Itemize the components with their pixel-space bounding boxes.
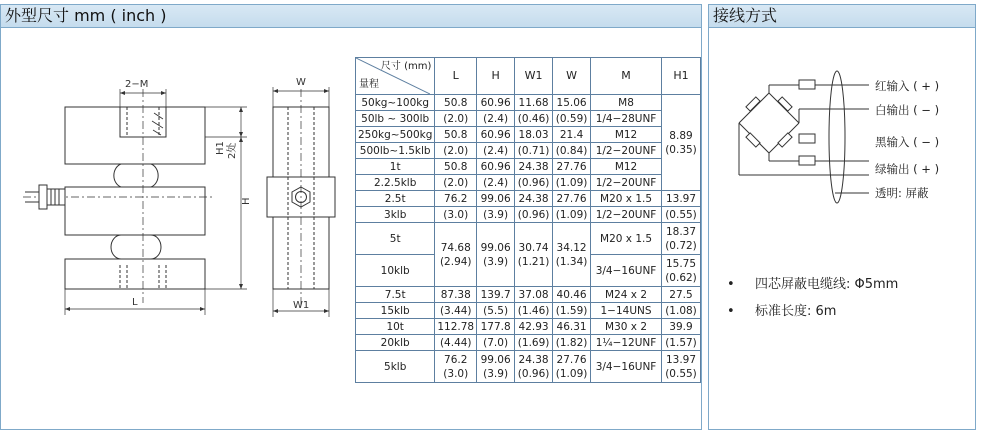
cell-w1: 24.38 — [515, 191, 553, 207]
table-row — [356, 319, 701, 335]
cell-w-mm: 27.76 — [556, 353, 587, 366]
cell-w1: 11.68 — [515, 95, 553, 111]
cell-l: 76.2 — [435, 191, 477, 207]
cell-range: 50kg~100kg — [356, 95, 435, 111]
cell-h1: (1.57) — [662, 335, 701, 351]
cell-w1-in: (0.96) — [517, 367, 550, 380]
table-row — [356, 223, 701, 255]
cell-w: 15.06 — [553, 95, 591, 111]
cell-h — [477, 351, 515, 383]
cell-w-in: (1.34) — [555, 255, 588, 268]
cable-notes — [727, 273, 898, 327]
cell-h1-in: (0.72) — [665, 239, 697, 252]
cell-l: (3.44) — [435, 303, 477, 319]
cell-l: 50.8 — [435, 159, 477, 175]
cell-m: M24 x 2 — [591, 287, 662, 303]
cell-h1 — [662, 223, 701, 255]
cell-h1: (1.08) — [662, 303, 701, 319]
cell-range: 500lb~1.5klb — [356, 143, 435, 159]
cell-m: M12 — [591, 127, 662, 143]
cell-w: (0.59) — [553, 111, 591, 127]
cell-h: 177.8 — [477, 319, 515, 335]
cell-h1-mm: 13.97 — [665, 353, 697, 366]
cell-w: (1.82) — [553, 335, 591, 351]
cell-w1-in: (1.21) — [517, 255, 550, 268]
cell-w1-mm: 30.74 — [518, 241, 549, 254]
cell-l: (2.0) — [435, 143, 477, 159]
cell-w1: (0.96) — [515, 207, 553, 223]
cell-l: (3.0) — [435, 207, 477, 223]
cell-h1-merged — [662, 95, 701, 191]
cell-w: (1.59) — [553, 303, 591, 319]
list-item — [727, 300, 898, 319]
cell-h1-mm: 15.75 — [665, 257, 697, 270]
cell-l-mm: 74.68 — [440, 241, 471, 254]
cell-w1: 24.38 — [515, 159, 553, 175]
cell-range: 2.2.5klb — [356, 175, 435, 191]
cell-l — [435, 223, 477, 287]
cell-w1-mm: 24.38 — [518, 353, 549, 366]
dimensions-title: 外型尺寸 mm ( inch ) — [1, 5, 701, 28]
cell-h-in: (3.9) — [483, 255, 509, 268]
cell-h1: 27.5 — [662, 287, 701, 303]
cell-h1-in: (0.35) — [665, 143, 697, 156]
cell-w — [553, 351, 591, 383]
table-row — [356, 191, 701, 207]
cell-m: 1/2−20UNF — [591, 175, 662, 191]
cell-range: 15klb — [356, 303, 435, 319]
cell-w: 21.4 — [553, 127, 591, 143]
dim-label-h1: H1 — [215, 141, 226, 155]
col-header-h1: H1 — [662, 58, 701, 95]
cell-h1-in: (0.55) — [665, 367, 697, 380]
cell-range: 1t — [356, 159, 435, 175]
table-row — [356, 143, 701, 159]
table-header-row — [356, 58, 701, 95]
wiring-title: 接线方式 — [709, 5, 975, 28]
note-text: 四芯屏蔽电缆线: Φ5mm — [755, 277, 899, 292]
cell-h1 — [662, 255, 701, 287]
cell-h: (5.5) — [477, 303, 515, 319]
cell-w: 40.46 — [553, 287, 591, 303]
cell-m: 1¼−12UNF — [591, 335, 662, 351]
note-text: 标准长度: 6m — [755, 304, 837, 319]
dim-label-w1: W1 — [293, 300, 310, 311]
cell-h-in: (3.9) — [483, 367, 509, 380]
cell-range: 250kg~500kg — [356, 127, 435, 143]
col-header-w1: W1 — [515, 58, 553, 95]
cell-l: 87.38 — [435, 287, 477, 303]
col-header-m: M — [591, 58, 662, 95]
table-row — [356, 159, 701, 175]
dim-label-l: L — [132, 297, 138, 308]
table-row — [356, 303, 701, 319]
cell-w1: 42.93 — [515, 319, 553, 335]
cell-h: (7.0) — [477, 335, 515, 351]
cell-w — [553, 223, 591, 287]
cell-m: 1/4−28UNF — [591, 111, 662, 127]
wire-label-red: 红输入 ( + ) — [875, 79, 940, 93]
cell-w: 27.76 — [553, 191, 591, 207]
list-item — [727, 273, 898, 292]
cell-m: M8 — [591, 95, 662, 111]
dim-label-two-places: 2处 — [227, 142, 238, 159]
cell-w1: (0.71) — [515, 143, 553, 159]
table-row — [356, 127, 701, 143]
cell-w1: 37.08 — [515, 287, 553, 303]
cell-m: 1/2−20UNF — [591, 207, 662, 223]
cell-range: 2.5t — [356, 191, 435, 207]
cell-m: 1−14UNS — [591, 303, 662, 319]
cell-l: (2.0) — [435, 175, 477, 191]
dim-label-2m: 2−M — [125, 79, 149, 90]
cell-h-mm: 99.06 — [480, 353, 511, 366]
cell-h-mm: 99.06 — [480, 241, 511, 254]
cell-l-in: (3.0) — [443, 367, 469, 380]
cell-m: 3/4−16UNF — [591, 255, 662, 287]
table-row — [356, 207, 701, 223]
cell-l — [435, 351, 477, 383]
cell-l: 50.8 — [435, 95, 477, 111]
cell-h — [477, 223, 515, 287]
cell-h1-mm: 18.37 — [665, 225, 697, 238]
wire-label-black: 黑输入 ( − ) — [875, 135, 940, 149]
cell-l: (4.44) — [435, 335, 477, 351]
cell-w-in: (1.09) — [555, 367, 588, 380]
cell-h1 — [662, 351, 701, 383]
dim-label-h: H — [241, 197, 252, 205]
cell-h1-mm: 8.89 — [669, 129, 693, 142]
cell-l: 112.78 — [435, 319, 477, 335]
cell-w1: (0.96) — [515, 175, 553, 191]
cell-range: 5t — [356, 223, 435, 255]
col-header-h: H — [477, 58, 515, 95]
cell-l: (2.0) — [435, 111, 477, 127]
cell-h1: 39.9 — [662, 319, 701, 335]
corner-label-range: 量程 — [359, 79, 379, 90]
cell-w: (1.09) — [553, 207, 591, 223]
cell-range: 20klb — [356, 335, 435, 351]
cell-range: 5klb — [356, 351, 435, 383]
cell-w1 — [515, 351, 553, 383]
cell-w-mm: 34.12 — [556, 241, 587, 254]
col-header-l: L — [435, 58, 477, 95]
cell-w: 46.31 — [553, 319, 591, 335]
cell-range: 50lb ~ 300lb — [356, 111, 435, 127]
cell-m: M20 x 1.5 — [591, 223, 662, 255]
table-row — [356, 335, 701, 351]
cell-h: (3.9) — [477, 207, 515, 223]
table-row — [356, 175, 701, 191]
cell-m: 3/4−16UNF — [591, 351, 662, 383]
table-row — [356, 287, 701, 303]
cell-h: 139.7 — [477, 287, 515, 303]
dimension-table — [355, 57, 701, 383]
cell-h: 60.96 — [477, 127, 515, 143]
cell-w1: (0.46) — [515, 111, 553, 127]
cell-m: M30 x 2 — [591, 319, 662, 335]
table-row — [356, 351, 701, 383]
wiring-panel — [708, 4, 976, 430]
cell-m: M12 — [591, 159, 662, 175]
cell-h1: (0.55) — [662, 207, 701, 223]
wheatstone-bridge-diagram — [709, 27, 977, 217]
cell-w1: (1.69) — [515, 335, 553, 351]
cell-w: 27.76 — [553, 159, 591, 175]
front-view-drawing — [1, 27, 351, 327]
cell-h1-in: (0.62) — [665, 271, 697, 284]
wire-label-white: 白输出 ( − ) — [875, 103, 940, 117]
cell-m: 1/2−20UNF — [591, 143, 662, 159]
cell-h: 60.96 — [477, 159, 515, 175]
cell-h1: 13.97 — [662, 191, 701, 207]
wire-label-shield: 透明: 屏蔽 — [875, 186, 929, 200]
cell-h: (2.4) — [477, 175, 515, 191]
dimensions-panel — [0, 4, 702, 430]
table-row — [356, 111, 701, 127]
cell-h: (2.4) — [477, 111, 515, 127]
wire-label-green: 绿输出 ( + ) — [875, 162, 940, 176]
cell-h: 99.06 — [477, 191, 515, 207]
cell-l-in: (2.94) — [439, 255, 472, 268]
cell-w1: 18.03 — [515, 127, 553, 143]
table-corner-cell — [356, 58, 435, 95]
col-header-w: W — [553, 58, 591, 95]
cell-l-mm: 76.2 — [444, 353, 468, 366]
cell-l: 50.8 — [435, 127, 477, 143]
dim-label-w: W — [296, 77, 306, 88]
cell-range: 10t — [356, 319, 435, 335]
cell-h: 60.96 — [477, 95, 515, 111]
cell-range: 10klb — [356, 255, 435, 287]
bullet-icon: • — [727, 277, 735, 292]
table-row — [356, 95, 701, 111]
cell-w1: (1.46) — [515, 303, 553, 319]
corner-label-size: 尺寸 (mm) — [380, 61, 432, 72]
cell-w: (0.84) — [553, 143, 591, 159]
cell-w: (1.09) — [553, 175, 591, 191]
cell-h: (2.4) — [477, 143, 515, 159]
cell-m: M20 x 1.5 — [591, 191, 662, 207]
bullet-icon: • — [727, 304, 735, 319]
cell-w1 — [515, 223, 553, 287]
cell-range: 3klb — [356, 207, 435, 223]
cell-range: 7.5t — [356, 287, 435, 303]
